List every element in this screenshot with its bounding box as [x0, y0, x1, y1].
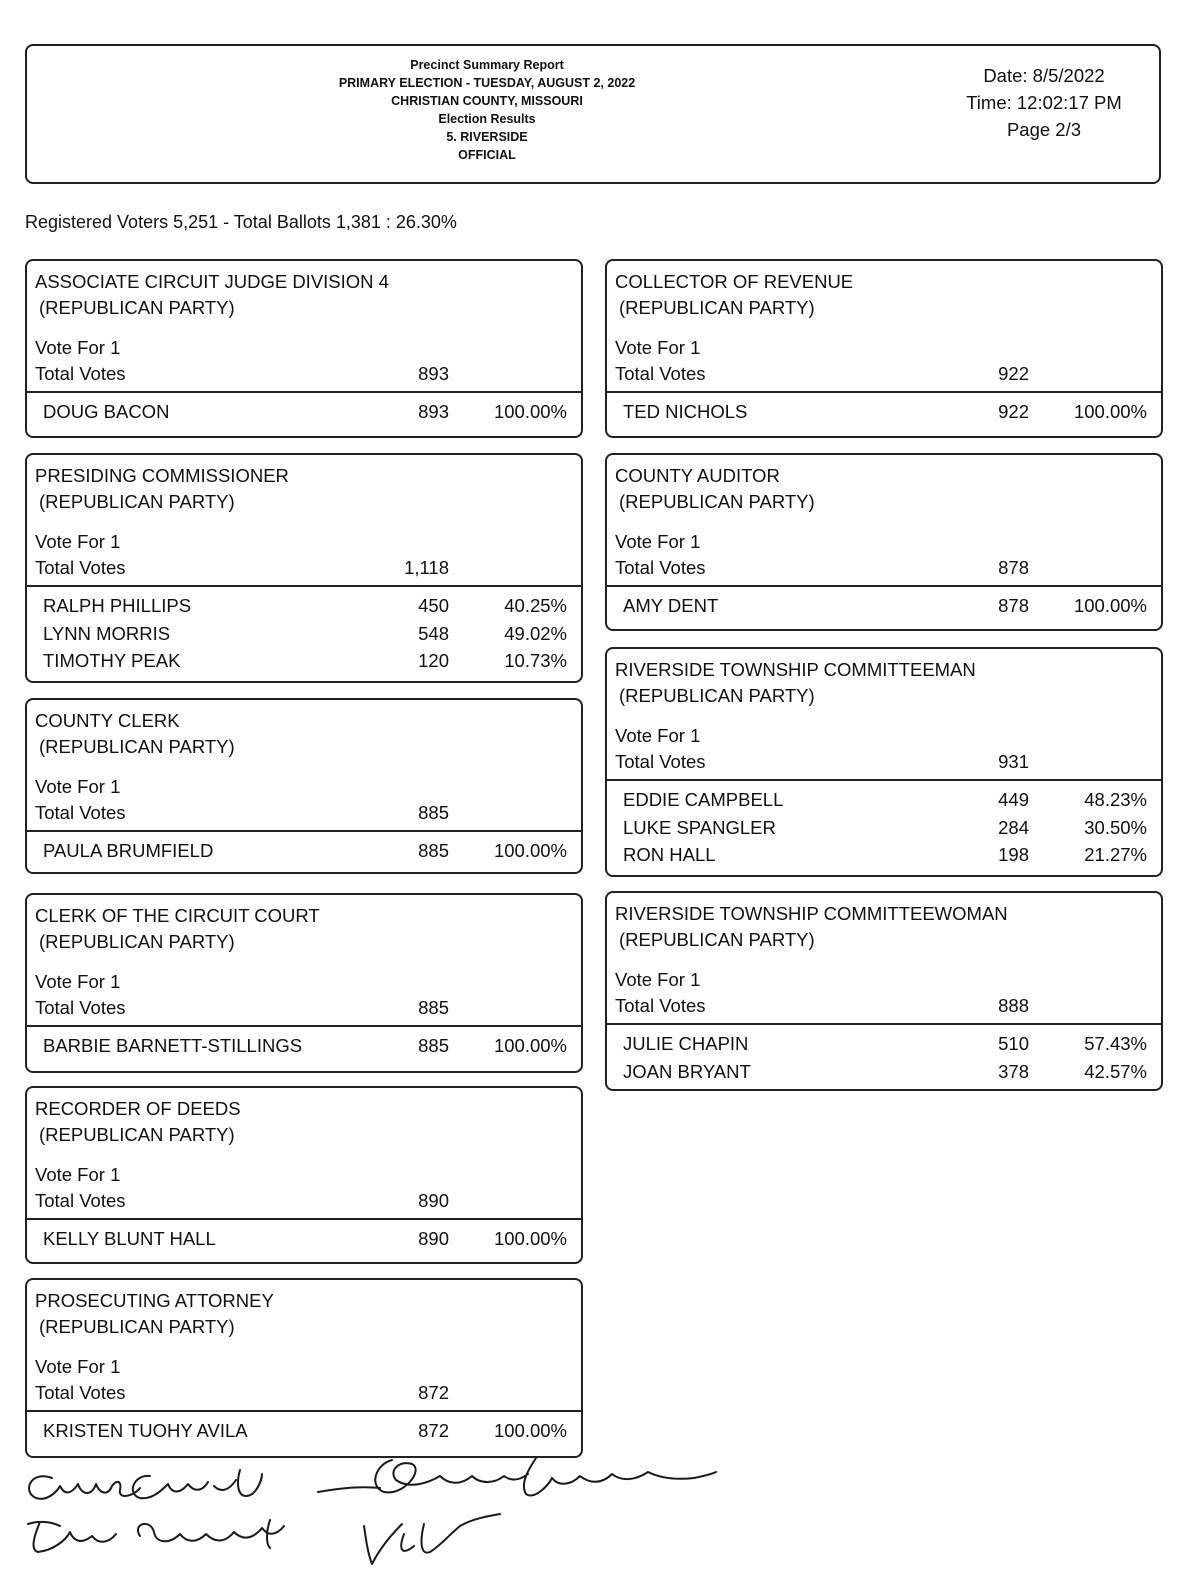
contest-party: (REPUBLICAN PARTY)	[39, 736, 235, 757]
contest-title: RIVERSIDE TOWNSHIP COMMITTEEWOMAN	[615, 903, 1008, 924]
contest-party: (REPUBLICAN PARTY)	[39, 491, 235, 512]
report-header	[25, 44, 1161, 184]
vote-for-label: Vote For 1	[615, 725, 701, 746]
contest-party: (REPUBLICAN PARTY)	[39, 931, 235, 952]
candidate-name: EDDIE CAMPBELL	[623, 789, 784, 810]
contest-party: (REPUBLICAN PARTY)	[39, 1316, 235, 1337]
candidate-row	[27, 837, 581, 864]
vote-for-label: Vote For 1	[35, 971, 121, 992]
candidate-votes: 893	[418, 401, 449, 422]
total-votes-label: Total Votes	[35, 997, 126, 1018]
candidate-votes: 378	[998, 1060, 1029, 1082]
contest-title: COLLECTOR OF REVENUE	[615, 271, 854, 292]
report-time: Time: 12:02:17 PM	[966, 92, 1122, 113]
candidate-percent: 49.02%	[504, 622, 567, 644]
candidate-percent: 42.57%	[1084, 1060, 1147, 1082]
candidate-percent: 10.73%	[504, 650, 567, 671]
candidate-row	[607, 1058, 1161, 1085]
contest-divider	[27, 1218, 581, 1220]
candidate-percent: 100.00%	[493, 840, 567, 861]
candidate-name: BARBIE BARNETT-STILLINGS	[43, 1035, 303, 1056]
total-votes-label: Total Votes	[615, 995, 706, 1016]
contest-title: RECORDER OF DEEDS	[35, 1098, 241, 1119]
candidate-row	[27, 1032, 581, 1059]
candidate-row	[607, 1030, 1161, 1057]
election-name: PRIMARY ELECTION - TUESDAY, AUGUST 2, 2022	[338, 76, 636, 90]
total-votes-value: 872	[418, 1382, 449, 1403]
total-votes-label: Total Votes	[35, 802, 126, 823]
candidate-votes: 885	[418, 1035, 449, 1056]
contest-party: (REPUBLICAN PARTY)	[619, 929, 815, 950]
candidate-votes: 450	[418, 595, 449, 616]
candidate-votes: 449	[998, 789, 1029, 810]
signatures	[0, 1440, 1200, 1576]
candidate-votes: 284	[998, 816, 1029, 838]
official-label: OFFICIAL	[458, 148, 516, 162]
candidate-percent: 100.00%	[493, 401, 567, 422]
candidate-name: LUKE SPANGLER	[623, 816, 776, 838]
candidate-votes: 510	[998, 1033, 1029, 1054]
candidate-row	[607, 814, 1161, 841]
candidate-votes: 198	[998, 844, 1029, 865]
total-votes-value: 922	[998, 363, 1029, 384]
candidate-name: TIMOTHY PEAK	[43, 650, 181, 671]
vote-for-label: Vote For 1	[35, 1356, 121, 1377]
candidate-percent: 48.23%	[1084, 789, 1147, 810]
candidate-name: RON HALL	[623, 844, 716, 865]
candidate-percent: 40.25%	[504, 595, 567, 616]
candidate-row	[607, 592, 1161, 619]
contest-divider	[607, 585, 1161, 587]
candidate-row	[27, 647, 581, 674]
report-meta	[939, 62, 1149, 143]
contest-box	[25, 893, 583, 1073]
total-votes-label: Total Votes	[35, 363, 126, 384]
candidate-row	[27, 592, 581, 619]
candidate-percent: 100.00%	[493, 1420, 567, 1441]
contest-box	[605, 453, 1163, 631]
contest-title: PROSECUTING ATTORNEY	[35, 1290, 274, 1311]
candidate-name: DOUG BACON	[43, 401, 170, 422]
candidate-name: RALPH PHILLIPS	[43, 595, 192, 616]
candidate-percent: 100.00%	[493, 1035, 567, 1056]
total-votes-label: Total Votes	[615, 363, 706, 384]
county-name: CHRISTIAN COUNTY, MISSOURI	[391, 94, 583, 108]
contest-party: (REPUBLICAN PARTY)	[619, 297, 815, 318]
report-title: Precinct Summary Report	[410, 58, 564, 72]
candidate-percent: 100.00%	[1073, 595, 1147, 616]
candidate-row	[27, 398, 581, 425]
contest-title: COUNTY AUDITOR	[615, 465, 780, 486]
vote-for-label: Vote For 1	[615, 969, 701, 990]
candidate-votes: 120	[418, 650, 449, 671]
vote-for-label: Vote For 1	[615, 531, 701, 552]
contest-box	[25, 259, 583, 438]
total-votes-value: 878	[998, 557, 1029, 578]
vote-for-label: Vote For 1	[615, 337, 701, 358]
candidate-name: JOAN BRYANT	[623, 1060, 751, 1082]
contest-box	[25, 1086, 583, 1264]
candidate-percent: 21.27%	[1084, 844, 1147, 865]
vote-for-label: Vote For 1	[35, 1164, 121, 1185]
candidate-percent: 100.00%	[493, 1228, 567, 1249]
total-votes-value: 931	[998, 751, 1029, 772]
registered-voters-summary: Registered Voters 5,251 - Total Ballots 1,381 : 26.30%	[25, 212, 457, 232]
candidate-name: TED NICHOLS	[623, 401, 748, 422]
candidate-name: PAULA BRUMFIELD	[43, 840, 214, 861]
contest-divider	[27, 585, 581, 587]
total-votes-value: 1,118	[404, 557, 449, 578]
contest-title: COUNTY CLERK	[35, 710, 180, 731]
contest-party: (REPUBLICAN PARTY)	[39, 297, 235, 318]
total-votes-value: 893	[418, 363, 449, 384]
page-number: Page 2/3	[1006, 119, 1082, 140]
total-votes-label: Total Votes	[35, 1382, 126, 1403]
total-votes-value: 885	[418, 802, 449, 823]
contest-box	[605, 647, 1163, 877]
contest-box	[25, 1278, 583, 1458]
candidate-name: KELLY BLUNT HALL	[43, 1228, 216, 1249]
candidate-row	[607, 398, 1161, 425]
contest-divider	[607, 1023, 1161, 1025]
total-votes-value: 888	[998, 995, 1029, 1016]
candidate-votes: 885	[418, 840, 449, 861]
contest-box	[25, 453, 583, 683]
candidate-percent: 30.50%	[1084, 816, 1147, 838]
candidate-votes: 548	[418, 622, 449, 644]
contest-party: (REPUBLICAN PARTY)	[39, 1124, 235, 1145]
contest-party: (REPUBLICAN PARTY)	[619, 685, 815, 706]
total-votes-value: 890	[418, 1190, 449, 1211]
report-date: Date: 8/5/2022	[983, 65, 1105, 86]
candidate-votes: 890	[418, 1228, 449, 1249]
vote-for-label: Vote For 1	[35, 337, 121, 358]
contest-title: RIVERSIDE TOWNSHIP COMMITTEEMAN	[615, 659, 976, 680]
contest-box	[25, 698, 583, 874]
total-votes-label: Total Votes	[35, 557, 126, 578]
candidate-row	[607, 786, 1161, 813]
contest-title: PRESIDING COMMISSIONER	[35, 465, 289, 486]
candidate-percent: 57.43%	[1084, 1033, 1147, 1054]
candidate-row	[607, 841, 1161, 868]
contest-title: ASSOCIATE CIRCUIT JUDGE DIVISION 4	[35, 271, 389, 292]
contest-title: CLERK OF THE CIRCUIT COURT	[35, 905, 320, 926]
candidate-votes: 878	[998, 595, 1029, 616]
candidate-percent: 100.00%	[1073, 401, 1147, 422]
vote-for-label: Vote For 1	[35, 531, 121, 552]
contest-divider	[607, 391, 1161, 393]
contest-divider	[607, 779, 1161, 781]
candidate-votes: 922	[998, 401, 1029, 422]
candidate-row	[27, 1225, 581, 1252]
candidate-name: JULIE CHAPIN	[623, 1033, 749, 1054]
report-title-block	[287, 56, 687, 164]
total-votes-label: Total Votes	[35, 1190, 126, 1211]
candidate-row	[27, 620, 581, 647]
total-votes-value: 885	[418, 997, 449, 1018]
vote-for-label: Vote For 1	[35, 776, 121, 797]
precinct-name: 5. RIVERSIDE	[446, 130, 528, 144]
candidate-votes: 872	[418, 1420, 449, 1441]
contest-box	[605, 891, 1163, 1091]
contest-divider	[27, 391, 581, 393]
contest-divider	[27, 1410, 581, 1412]
contest-box	[605, 259, 1163, 438]
report-type: Election Results	[438, 112, 536, 126]
contest-divider	[27, 830, 581, 832]
total-votes-label: Total Votes	[615, 557, 706, 578]
contest-party: (REPUBLICAN PARTY)	[619, 491, 815, 512]
candidate-name: LYNN MORRIS	[43, 622, 171, 644]
contest-divider	[27, 1025, 581, 1027]
candidate-name: AMY DENT	[623, 595, 719, 616]
total-votes-label: Total Votes	[615, 751, 706, 772]
candidate-name: KRISTEN TUOHY AVILA	[43, 1420, 248, 1441]
